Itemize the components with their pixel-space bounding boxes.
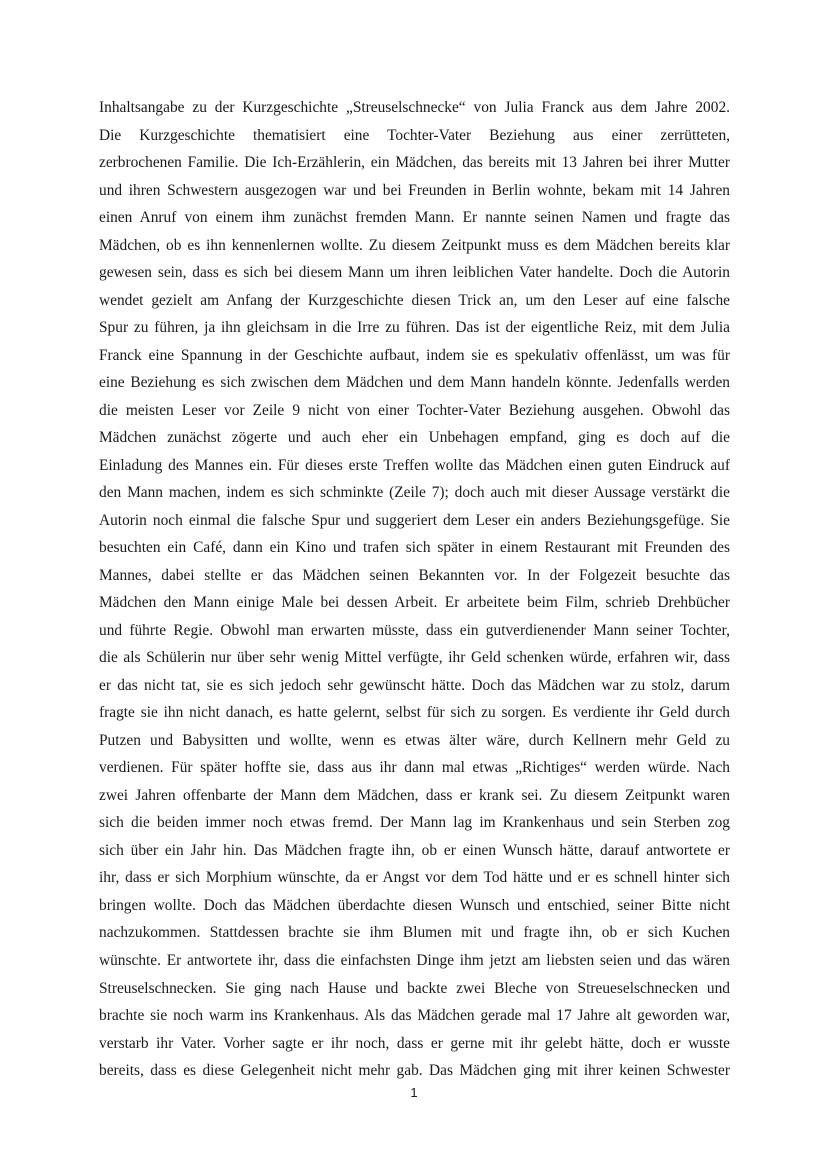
text-line: brachte sie noch warm ins Krankenhaus. Als das Mädchen gerade mal 17 Jahre alt geworden war, — [99, 1007, 730, 1025]
text-line: eine Beziehung es sich zwischen dem Mädchen und dem Mann handeln könnte. Jedenfalls werden — [99, 374, 730, 392]
text-line: Mannes, dabei stellte er das Mädchen seinen Bekannten vor. In der Folgezeit besuchte das — [99, 566, 730, 584]
text-line: Mädchen zunächst zögerte und auch eher ein Unbehagen empfand, ging es doch auf die — [99, 429, 730, 447]
text-line: den Mann machen, indem es sich schminkte (Zeile 7); doch auch mit dieser Aussage verstärkt die — [99, 484, 730, 502]
text-line: bringen wollte. Doch das Mädchen überdachte diesen Wunsch und entschied, seiner Bitte nicht — [99, 896, 730, 914]
text-line: besuchten ein Café, dann ein Kino und trafen sich später in einem Restaurant mit Freunden des — [99, 539, 730, 557]
text-line: Einladung des Mannes ein. Für dieses erste Treffen wollte das Mädchen einen guten Eindruck auf — [99, 456, 730, 474]
page-number: 1 — [410, 1085, 418, 1100]
text-line: Franck eine Spannung in der Geschichte aufbaut, indem sie es spekulativ offenlässt, um was für — [99, 346, 730, 364]
text-line: wünschte. Er antwortete ihr, dass die einfachsten Dinge ihm jetzt am liebsten seien und das wären — [99, 951, 730, 969]
body-paragraph — [99, 94, 730, 1085]
text-line: sich die beiden immer noch etwas fremd. Der Mann lag im Krankenhaus und sein Sterben zog — [99, 814, 730, 832]
text-line: sich über ein Jahr hin. Das Mädchen fragte ihn, ob er einen Wunsch hätte, darauf antwortete er — [99, 841, 730, 859]
text-line: Putzen und Babysitten und wollte, wenn es etwas älter wäre, durch Kellnern mehr Geld zu — [99, 731, 730, 749]
text-line: Autorin noch einmal die falsche Spur und suggeriert dem Leser ein anders Beziehungsgefüge. Sie — [99, 511, 730, 529]
text-line: er das nicht tat, sie es sich jedoch sehr gewünscht hätte. Doch das Mädchen war zu stolz, darum — [99, 676, 730, 694]
text-line: die als Schülerin nur über sehr wenig Mittel verfügte, ihr Geld schenken würde, erfahren wir, dass — [99, 649, 730, 667]
text-line: nachzukommen. Stattdessen brachte sie ihm Blumen mit und fragte ihn, ob er sich Kuchen — [99, 924, 730, 942]
text-line: zwei Jahren offenbarte der Mann dem Mädchen, dass er krank sei. Zu diesem Zeitpunkt waren — [99, 786, 730, 804]
text-line: Mädchen, ob es ihn kennenlernen wollte. Zu diesem Zeitpunkt muss es dem Mädchen bereits klar — [99, 236, 730, 254]
text-line: Die Kurzgeschichte thematisiert eine Tochter-Vater Beziehung aus einer zerrütteten, — [99, 126, 730, 144]
text-line: die meisten Leser vor Zeile 9 nicht von einer Tochter-Vater Beziehung ausgehen. Obwohl das — [99, 401, 730, 419]
text-line: und führte Regie. Obwohl man erwarten müsste, dass ein gutverdienender Mann seiner Tochter, — [99, 621, 730, 639]
text-line: Inhaltsangabe zu der Kurzgeschichte „Streuselschnecke“ von Julia Franck aus dem Jahre 2002. — [99, 99, 730, 116]
text-line: einen Anruf von einem ihm zunächst fremden Mann. Er nannte seinen Namen und fragte das — [99, 209, 730, 227]
text-line: ihr, dass er sich Morphium wünschte, da er Angst vor dem Tod hätte und er es schnell hinter sich — [99, 869, 730, 887]
text-line: wendet gezielt am Anfang der Kurzgeschichte diesen Trick an, um den Leser auf eine falsche — [99, 291, 730, 309]
text-line: verdienen. Für später hoffte sie, dass aus ihr dann mal etwas „Richtiges“ werden würde. Nach — [99, 759, 730, 777]
text-line: zerbrochenen Familie. Die Ich-Erzählerin, ein Mädchen, das bereits mit 13 Jahren bei ihrer Mutter — [99, 154, 730, 172]
text-line: gewesen sein, dass es sich bei diesem Mann um ihren leiblichen Vater handelte. Doch die Autorin — [99, 264, 730, 282]
text-line: Streuselschnecken. Sie ging nach Hause und backte zwei Bleche von Streueselschnecken und — [99, 979, 730, 997]
text-line: bereits, dass es diese Gelegenheit nicht mehr gab. Das Mädchen ging mit ihrer keinen Schwester — [99, 1062, 730, 1080]
text-line: Mädchen den Mann einige Male bei dessen Arbeit. Er arbeitete beim Film, schrieb Drehbücher — [99, 594, 730, 612]
text-line: verstarb ihr Vater. Vorher sagte er ihr noch, dass er gerne mit ihr gelebt hätte, doch er wusste — [99, 1034, 730, 1052]
text-line: und ihren Schwestern ausgezogen war und bei Freunden in Berlin wohnte, bekam mit 14 Jahren — [99, 181, 730, 199]
text-line: Spur zu führen, ja ihn gleichsam in die Irre zu führen. Das ist der eigentliche Reiz, mit dem Julia — [99, 319, 730, 337]
text-line: fragte sie ihn nicht danach, es hatte gelernt, selbst für sich zu sorgen. Es verdiente ihr Geld durch — [99, 704, 730, 722]
